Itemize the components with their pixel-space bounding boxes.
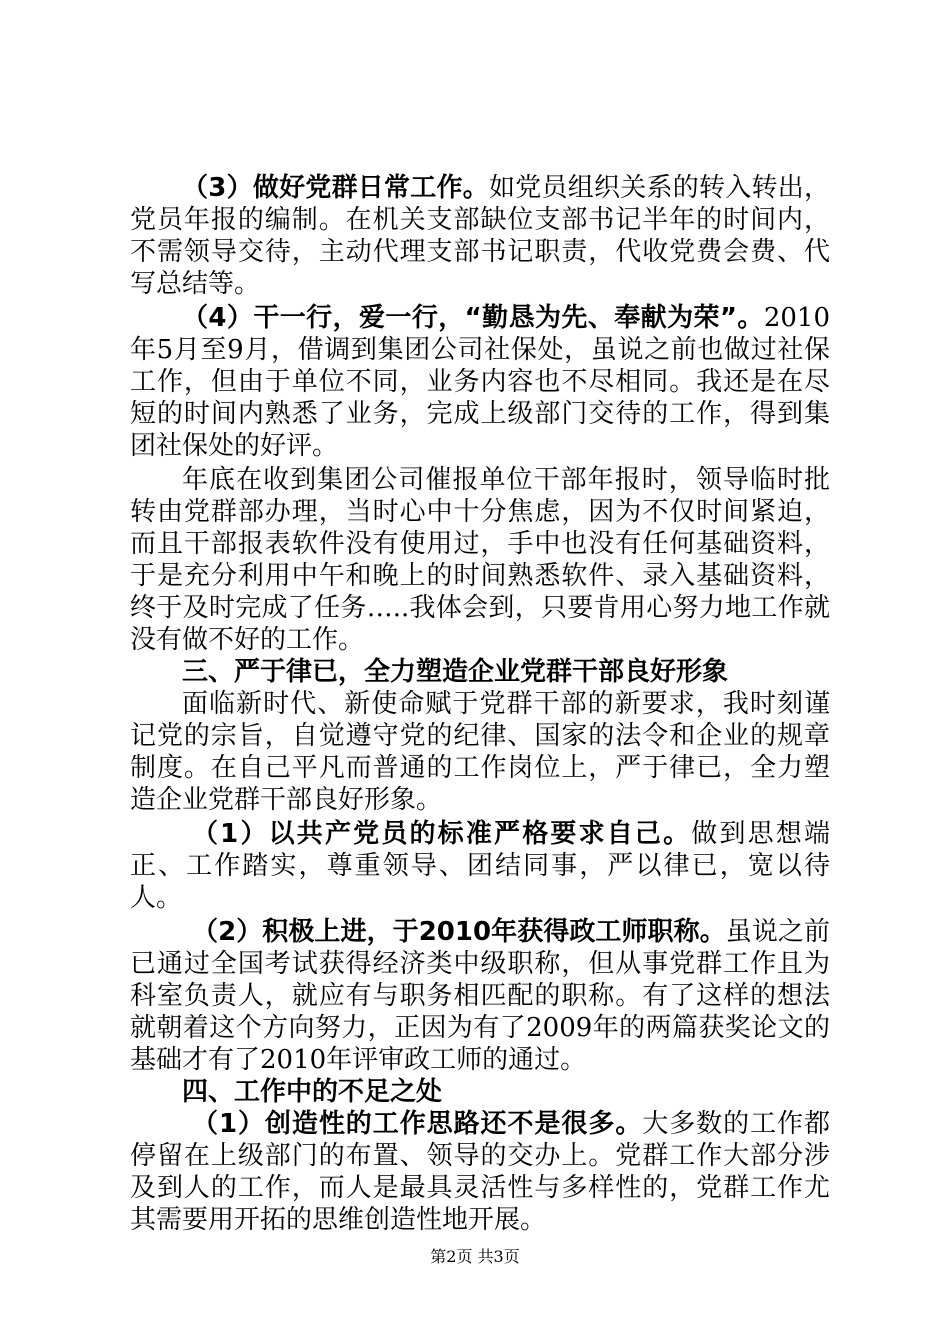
paragraph-lead: （1）以共产党员的标准严格要求自己。 [192,819,692,849]
document-body [130,172,830,1236]
paragraph-text: 大多数的工作都停留在上级部门的布置、领导的交办上。党群工作大部分涉及到人的工作，而人是最具灵活性与多样性的，党群工作尤其需要用开拓的思维创造性地开展。 [130,1109,830,1235]
paragraph-text: 面临新时代、新使命赋于党群干部的新要求，我时刻谨记党的宗旨，自觉遵守党的纪律、国家的法令和企业的规章制度。在自己平凡而普通的工作岗位上，严于律已，全力塑造企业党群干部良好形象。 [130,689,830,815]
section-heading-shortcomings: 四、工作中的不足之处 [182,1077,443,1107]
paragraph-text: 2010年5月至9月，借调到集团公司社保处，虽说之前也做过社保工作，但由于单位不同，业务内容也不尽相同。我还是在尽短的时间内熟悉了业务，完成上级部门交待的工作，得到集团社保处的好评。 [130,303,830,461]
paragraph-lead: （3）做好党群日常工作。 [182,173,490,203]
section-heading-self-discipline: 三、严于律已，全力塑造企业党群干部良好形象 [182,657,729,687]
paragraph-creative-thinking [130,1108,830,1236]
paragraph-text: 做到思想端正、工作踏实，尊重领导、团结同事，严以律已，宽以待人。 [130,819,830,913]
paragraph-new-era [130,688,830,816]
paragraph-lead: （2）积极上进，于2010年获得政工师职称。 [192,917,726,947]
paragraph-year-end-report [130,464,830,656]
paragraph-lead: （4）干一行，爱一行，“勤恳为先、奉献为荣”。 [182,303,764,333]
paragraph-text: 年底在收到集团公司催报单位干部年报时，领导临时批转由党群部办理，当时心中十分焦虑，因为不仅时间紧迫，而且干部报表软件没有使用过，手中也没有任何基础资料，于是充分利用中午和晚上的时间熟悉软件、录入基础资料，终于及时完成了任务…..我体会到，只要肯用心努力地工作就没有做不好的工作。 [130,465,830,655]
paragraph-text: 如党员组织关系的转入转出，党员年报的编制。在机关支部缺位支部书记半年的时间内，不需领导交待，主动代理支部书记职责，代收党费会费、代写总结等。 [130,173,830,299]
paragraph-lead: （1）创造性的工作思路还不是很多。 [192,1109,643,1139]
page-number-footer: 第2页 共3页 [430,1247,520,1266]
paragraph-text: 虽说之前已通过全国考试获得经济类中级职称，但从事党群工作且为科室负责人，就应有与职务相匹配的职称。有了这样的想法就朝着这个方向努力，正因为有了2009年的两篇获奖论文的基础才有了2010年评审政工师的通过。 [130,917,830,1075]
paragraph-party-daily-work [130,172,830,300]
paragraph-party-member-standard [130,818,830,914]
paragraph-title-promotion [130,916,830,1076]
paragraph-dedication [130,302,830,462]
